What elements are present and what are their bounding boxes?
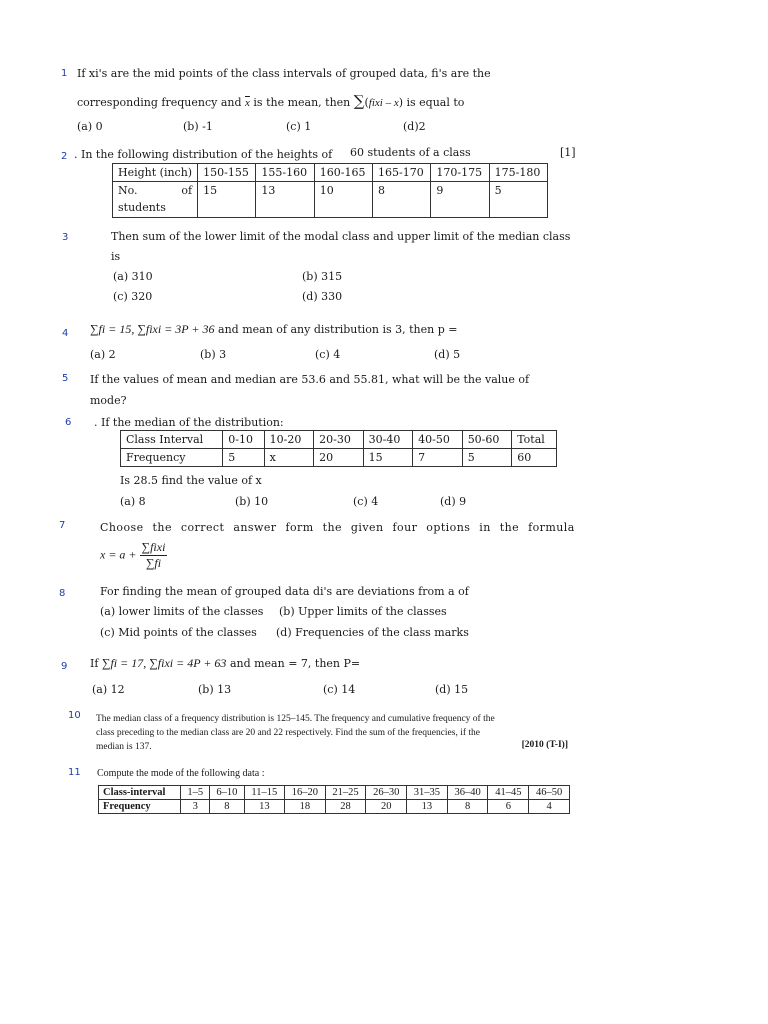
q10-line1: The median class of a frequency distribution is 125–145. The frequency and cumulative frequency of the [96,714,495,724]
q6-option-d[interactable]: (d) 9 [440,495,467,508]
table-cell: 28 [325,800,366,814]
q1-option-c[interactable]: (c) 1 [286,120,312,133]
cell-label: of [181,184,193,197]
question-number: 3 [62,232,69,243]
q6-after: Is 28.5 find the value of x [120,474,262,487]
question-number: 9 [61,661,68,672]
question-number: 2 [61,151,68,162]
q10-tag: [2010 (T-I)] [521,740,568,750]
q10-body [96,712,568,754]
q9-option-b[interactable]: (b) 13 [198,683,232,696]
table-cell: 155-160 [256,164,314,182]
q3-line2: is [111,250,121,263]
table-cell: 0-10 [223,431,264,449]
table-cell: 160-165 [314,164,372,182]
table-cell: 5 [223,449,264,467]
q3-option-d[interactable]: (d) 330 [302,290,343,303]
table-cell: 31–35 [407,786,448,800]
question-number: 10 [68,710,81,721]
q9-text: and mean = 7, then P= [229,657,361,670]
q7-line1: Choose the correct answer form the given four options in the formula [100,521,575,534]
table-cell: Frequency [99,800,181,814]
q1-option-d[interactable]: (d)2 [403,120,426,133]
table-cell: 16–20 [284,786,325,800]
table-row [113,164,548,182]
table-cell: Class-interval [99,786,181,800]
q2-text2: 60 students of a class [350,146,471,159]
q8-option-d[interactable]: (d) Frequencies of the class marks [276,626,469,639]
q7-formula [100,540,167,571]
q3-option-c[interactable]: (c) 320 [113,290,153,303]
table-cell: 13 [407,800,448,814]
table-cell: 9 [431,182,489,218]
q10-line3-wrap [96,740,568,754]
table-cell: 150-155 [198,164,256,182]
q4-option-a[interactable]: (a) 2 [90,348,116,361]
table-cell: 4 [529,800,570,814]
table-cell: x [264,449,314,467]
table-cell: 5 [462,449,512,467]
q3-option-a[interactable]: (a) 310 [113,270,153,283]
q8-line1: For finding the mean of grouped data di's are deviations from a of [100,585,469,598]
table-cell: 8 [373,182,431,218]
q1-line1 [77,67,517,80]
table-cell: 170-175 [431,164,489,182]
table-cell: 30-40 [363,431,413,449]
table-row [121,431,557,449]
q6-text: . If the median of the distribution: [94,416,284,429]
table-cell: 8 [447,800,488,814]
q9-line [90,656,360,671]
table-cell: 165-170 [373,164,431,182]
q1-line2d: is equal to [406,96,465,109]
table-cell: 50-60 [462,431,512,449]
table-cell: 41–45 [488,786,529,800]
table-cell: 1–5 [181,786,210,800]
table-cell: 60 [512,449,557,467]
q1-option-a[interactable]: (a) 0 [77,120,103,133]
q3-option-b[interactable]: (b) 315 [302,270,343,283]
q4-expr: ∑fi = 15, ∑fixi = 3P + 36 [90,322,215,336]
q9-expr: ∑fi = 17, ∑fixi = 4P + 63 [101,656,227,670]
q11-table [98,785,570,814]
table-cell: 13 [256,182,314,218]
table-cell: 6–10 [210,786,245,800]
table-cell: 40-50 [413,431,463,449]
q7-denominator: ∑fi [145,556,162,570]
sigma-icon: ∑ [353,92,365,110]
table-cell: 8 [210,800,245,814]
q5-line1: If the values of mean and median are 53.6 and 55.81, what will be the value of [90,373,530,386]
table-cell: 5 [489,182,547,218]
q4-option-b[interactable]: (b) 3 [200,348,227,361]
question-number: 8 [59,588,66,599]
q4-option-d[interactable]: (d) 5 [434,348,461,361]
q7-lhs: x = a + [100,547,137,562]
table-cell: 21–25 [325,786,366,800]
table-cell: Class Interval [121,431,223,449]
table-cell: 20-30 [314,431,364,449]
q6-table [120,430,557,467]
table-cell [113,182,198,218]
question-number: 6 [65,417,72,428]
table-cell: Frequency [121,449,223,467]
cell-label: No. [118,184,138,197]
q5-line2: mode? [90,394,127,407]
table-cell: 15 [198,182,256,218]
q1-line1-text: If xi's are the mid points of the class intervals of grouped data, fi's are the [77,67,491,80]
q4-line [90,322,458,337]
q3-line1: Then sum of the lower limit of the modal class and upper limit of the median class [111,230,571,243]
question-number: 11 [68,767,81,778]
q2-text: . In the following distribution of the heights of [74,148,333,161]
q1-line2 [77,92,464,110]
table-cell: Total [512,431,557,449]
q6-option-a[interactable]: (a) 8 [120,495,146,508]
table-cell: 46–50 [529,786,570,800]
q6-option-c[interactable]: (c) 4 [353,495,379,508]
cell-label: students [118,201,166,214]
table-row [99,800,570,814]
table-cell: Height (inch) [113,164,198,182]
q9-option-d[interactable]: (d) 15 [435,683,469,696]
table-row [121,449,557,467]
q8-option-b[interactable]: (b) Upper limits of the classes [279,605,447,618]
table-row [99,786,570,800]
q4-option-c[interactable]: (c) 4 [315,348,341,361]
q10-line3: median is 137. [96,742,152,752]
q1-option-b[interactable]: (b) -1 [183,120,213,133]
question-number: 4 [62,328,69,339]
q9-pre: If [90,657,99,670]
q2-marks: [1] [560,146,576,159]
question-number: 7 [59,520,66,531]
table-cell: 10-20 [264,431,314,449]
table-cell: 175-180 [489,164,547,182]
table-cell: 13 [244,800,284,814]
table-cell: 10 [314,182,372,218]
table-cell: 36–40 [447,786,488,800]
q7-numerator: ∑fixi [141,540,166,554]
q10-line2: class preceding to the median class are 20 and 22 respectively. Find the sum of the frequencies, if the [96,728,481,738]
q6-option-b[interactable]: (b) 10 [235,495,269,508]
q1-line2c: is the mean, then [253,96,351,109]
table-row [113,182,548,218]
question-number: 1 [61,68,68,79]
table-cell: 18 [284,800,325,814]
table-cell: 15 [363,449,413,467]
q9-option-a[interactable]: (a) 12 [92,683,125,696]
table-cell: 6 [488,800,529,814]
table-cell: 26–30 [366,786,407,800]
table-cell: 3 [181,800,210,814]
table-cell: 11–15 [244,786,284,800]
q8-option-a[interactable]: (a) lower limits of the classes [100,605,264,618]
q4-text: and mean of any distribution is 3, then p = [218,323,458,336]
q8-option-c[interactable]: (c) Mid points of the classes [100,626,257,639]
table-cell: 7 [413,449,463,467]
q1-paren: (fixi – x) [364,96,404,109]
table-cell: 20 [314,449,364,467]
q2-table [112,163,548,218]
q9-option-c[interactable]: (c) 14 [323,683,356,696]
table-cell: 20 [366,800,407,814]
q1-expr: fixi – x [368,97,399,109]
q1-xbar: $\overline{x}$ [245,97,250,109]
q11-text: Compute the mode of the following data : [97,768,265,779]
q7-fraction [140,540,168,571]
question-number: 5 [62,373,69,384]
q1-line2a: corresponding frequency and [77,96,242,109]
